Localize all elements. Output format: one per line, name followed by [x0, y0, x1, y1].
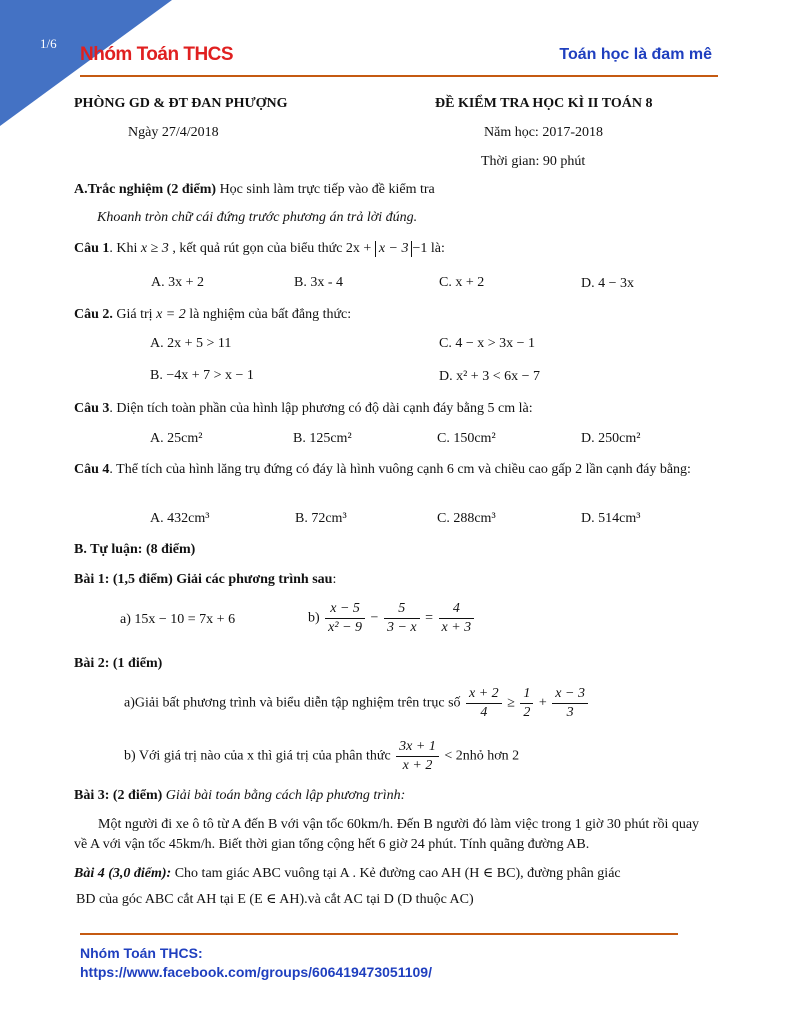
question-1-expr: 2x + — [345, 241, 375, 256]
q3-option-b[interactable]: B. 125cm² — [293, 431, 352, 446]
fraction-denominator: 4 — [480, 705, 488, 720]
fraction-numerator: 1 — [520, 685, 533, 704]
q4-option-b[interactable]: B. 72cm³ — [295, 511, 347, 526]
part-a-note: Học sinh làm trực tiếp vào đề kiểm tra — [216, 182, 435, 197]
part-a-title: A.Trắc nghiệm (2 điểm) — [74, 182, 217, 197]
exam-date: Ngày 27/4/2018 — [128, 125, 219, 140]
fraction — [439, 600, 475, 637]
exercise-2-b — [124, 738, 519, 775]
exercise-1-label: Bài 1: (1,5 điểm) Giải các phương trình sau — [74, 572, 333, 587]
question-3-text: . Diện tích toàn phần của hình lập phương có độ dài cạnh đáy bằng 5 cm là: — [109, 401, 533, 416]
fraction — [384, 600, 420, 637]
q1-option-a[interactable]: A. 3x + 2 — [151, 275, 205, 290]
exercise-4-line-2: BD của góc ABC cắt AH tại E (E ∈ AH).và cắt AC tại D (D thuộc AC) — [76, 892, 474, 907]
exercise-4 — [74, 865, 621, 882]
q4-option-a[interactable]: A. 432cm³ — [150, 511, 210, 526]
q1-option-d[interactable]: D. 4 − 3x — [581, 276, 635, 291]
exercise-1 — [74, 572, 336, 588]
exercise-3-task: Giải bài toán bằng cách lập phương trình: — [162, 788, 406, 803]
fraction-denominator: 3 − x — [386, 620, 417, 635]
footer-group-name: Nhóm Toán THCS: — [80, 945, 203, 961]
question-3-label: Câu 3 — [74, 401, 110, 416]
question-1 — [74, 241, 445, 257]
fraction-denominator: x + 3 — [441, 620, 472, 635]
exercise-4-score: (3,0 điểm): — [104, 866, 172, 881]
question-2-label: Câu 2. — [74, 307, 113, 322]
exercise-2-a-text: a)Giải bất phương trình và biểu diễn tập nghiệm trên trục số — [124, 695, 461, 711]
question-4-text: . Thể tích của hình lăng trụ đứng có đáy là hình vuông cạnh 6 cm và chiều cao gấp 2 lần cạnh đáy bằng: — [109, 462, 691, 477]
fraction-numerator: x − 5 — [325, 600, 365, 619]
fraction — [552, 685, 588, 722]
fraction-denominator: 3 — [566, 705, 574, 720]
exam-school-year: Năm học: 2017-2018 — [484, 125, 603, 140]
q4-option-c[interactable]: C. 288cm³ — [437, 511, 496, 526]
question-4-label: Câu 4 — [74, 462, 110, 477]
part-a-heading — [74, 182, 435, 198]
header-group-name: Nhóm Toán THCS — [80, 44, 234, 65]
fraction-denominator: x + 2 — [402, 758, 433, 773]
question-1-text-2: , kết quả rút gọn của biểu thức — [168, 241, 346, 256]
q3-option-d[interactable]: D. 250cm² — [581, 431, 641, 446]
question-2-text-2: là nghiệm của bất đẳng thức: — [185, 307, 352, 322]
q2-option-c[interactable]: C. 4 − x > 3x − 1 — [439, 336, 536, 351]
fraction — [396, 738, 439, 775]
exam-title: ĐỀ KIỂM TRA HỌC KÌ II TOÁN 8 — [435, 96, 653, 111]
exercise-2 — [74, 656, 162, 672]
q1-option-b[interactable]: B. 3x - 4 — [294, 275, 343, 290]
part-b-heading: B. Tự luận: (8 điểm) — [74, 542, 196, 557]
question-1-abs: x − 3 — [375, 241, 413, 257]
operator: + — [538, 695, 547, 711]
question-1-expr-2: −1 — [412, 241, 428, 256]
exercise-1-b-prefix: b) — [308, 610, 320, 626]
q3-option-c[interactable]: C. 150cm² — [437, 431, 496, 446]
q2-option-d[interactable]: D. x² + 3 < 6x − 7 — [439, 369, 540, 384]
q2-option-a[interactable]: A. 2x + 5 > 11 — [150, 336, 232, 351]
operator: = — [425, 610, 434, 626]
operator: ≥ — [507, 695, 515, 711]
q2-option-b[interactable]: B. −4x + 7 > x − 1 — [150, 368, 254, 383]
exercise-3-body: Một người đi xe ô tô từ A đến B với vận tốc 60km/h. Đến B người đó làm việc trong 1 giờ 30 phút rồi quay về A với vận tốc 45km/h. Biết thời gian tổng cộng hết 6 giờ 24 phút. Tính quãng đường AB. — [74, 817, 700, 852]
q4-option-d[interactable]: D. 514cm³ — [581, 511, 641, 526]
question-3 — [74, 401, 533, 417]
footer-rule — [80, 933, 678, 935]
header-slogan: Toán học là đam mê — [559, 46, 712, 63]
fraction-numerator: x − 3 — [552, 685, 588, 704]
part-a-instruction: Khoanh tròn chữ cái đứng trước phương án trả lời đúng. — [97, 210, 418, 225]
exercise-2-b-text: b) Với giá trị nào của x thì giá trị của phân thức — [124, 748, 391, 764]
fraction-denominator: x² − 9 — [328, 620, 363, 635]
exercise-1-a: a) 15x − 10 = 7x + 6 — [120, 612, 236, 627]
q3-option-a[interactable]: A. 25cm² — [150, 431, 203, 446]
page-number: 1/6 — [40, 36, 57, 51]
exercise-1-b — [308, 600, 476, 637]
exercise-3-label: Bài 3 — [74, 788, 105, 803]
exercise-3-score: : (2 điểm) — [104, 788, 163, 803]
exercise-2-b-inequality: < 2 — [444, 748, 463, 764]
question-1-condition: x ≥ 3 — [140, 241, 169, 256]
question-2-value: x = 2 — [156, 307, 186, 322]
exercise-3 — [74, 788, 405, 804]
exercise-4-label: Bài 4 — [74, 866, 105, 881]
exercise-4-line-1: Cho tam giác ABC vuông tại A . Kẻ đường cao AH (H ∈ BC), đường phân giác — [171, 866, 621, 881]
fraction — [466, 685, 502, 722]
fraction-numerator: 5 — [384, 600, 420, 619]
operator: − — [370, 610, 379, 626]
exercise-1-colon: : — [332, 572, 337, 587]
fraction-denominator: 2 — [523, 705, 531, 720]
question-1-text: . Khi — [109, 241, 141, 256]
question-2-text: Giá trị — [112, 307, 157, 322]
fraction-numerator: 3x + 1 — [396, 738, 439, 757]
exam-duration: Thời gian: 90 phút — [481, 154, 586, 169]
fraction-numerator: 4 — [439, 600, 475, 619]
footer-link[interactable]: https://www.facebook.com/groups/606419473051109/ — [80, 964, 432, 980]
question-2 — [74, 307, 351, 323]
q1-option-c[interactable]: C. x + 2 — [439, 275, 485, 290]
exercise-2-score: : (1 điểm) — [104, 656, 163, 671]
question-1-text-3: là: — [427, 241, 445, 256]
exam-office: PHÒNG GD & ĐT ĐAN PHƯỢNG — [74, 96, 288, 111]
fraction — [520, 685, 533, 722]
question-4 — [74, 460, 714, 480]
exercise-2-label: Bài 2 — [74, 656, 105, 671]
question-1-label: Câu 1 — [74, 241, 110, 256]
fraction — [325, 600, 365, 637]
exercise-2-b-end: nhỏ hơn 2 — [462, 748, 520, 764]
header-rule — [80, 75, 718, 77]
fraction-numerator: x + 2 — [466, 685, 502, 704]
exercise-2-a — [124, 685, 590, 722]
